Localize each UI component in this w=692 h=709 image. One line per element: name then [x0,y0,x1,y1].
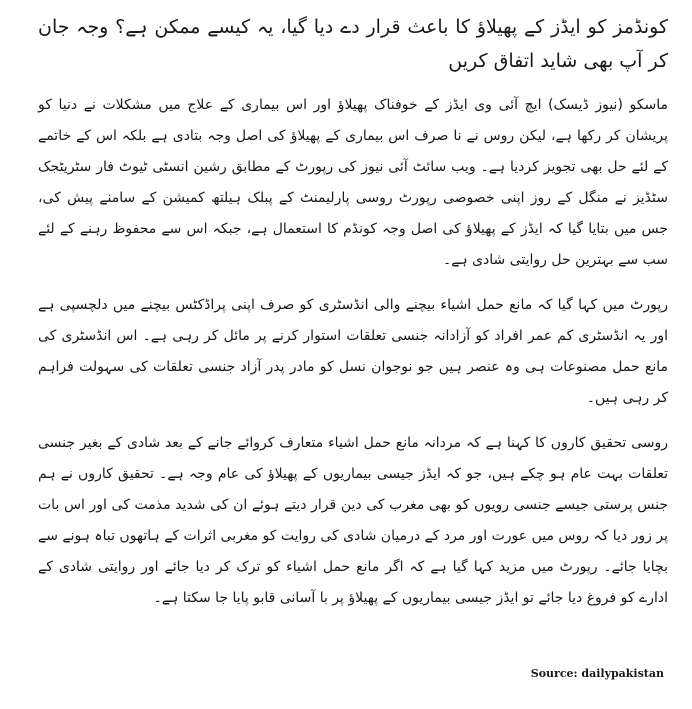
article-paragraph: روسی تحقیق کاروں کا کہنا ہے کہ مردانہ مانع حمل اشیاء متعارف کروائے جانے کے بعد شادی کے بغیر جنسی تعلقات بہت عام ہو چکے ہیں، جو کہ ایڈز جیسی بیماریوں کے پھیلاؤ کی عام وجہ ہے۔ تحقیق کاروں نے ہم جنس پرستی جیسے جنسی رویوں کو بھی مغرب کی دین قرار دیتے ہوئے ان کی شدید مذمت کی اور اس بات پر زور دیا کہ روس میں عورت اور مرد کے درمیان شادی کی روایت کو مغربی اثرات کے ہاتھوں تباہ ہونے سے بچایا جائے۔ رپورٹ میں مزید کہا گیا ہے کہ اگر مانع حمل اشیاء کو ترک کر دیا جائے اور روایتی شادی کے ادارے کو فروغ دیا جائے تو ایڈز جیسی بیماریوں کے پھیلاؤ پر با آسانی قابو پایا جا سکتا ہے۔ [38,435,668,606]
article-headline: کونڈمز کو ایڈز کے پھیلاؤ کا باعث قرار دے دیا گیا، یہ کیسے ممکن ہے؟ وجہ جان کر آپ بھی شاید اتفاق کریں [38,16,668,72]
article [38,10,668,628]
source-credit: Source: dailypakistan [530,667,664,680]
article-paragraph: رپورٹ میں کہا گیا کہ مانع حمل اشیاء بیچنے والی انڈسٹری کو صرف اپنی پراڈکٹس بیچنے میں دلچسپی ہے اور یہ انڈسٹری کم عمر افراد کو آزادانہ جنسی تعلقات استوار کرنے پر مائل کر رہی ہے۔ اس انڈسٹری کی مانع حمل مصنوعات ہی وہ عنصر ہیں جو نوجوان نسل کو مادر پدر آزاد جنسی تعلقات کی سہولت فراہم کر رہی ہیں۔ [38,297,668,406]
article-paragraph: ماسکو (نیوز ڈیسک) ایچ آئی وی ایڈز کے خوفناک پھیلاؤ اور اس بیماری کے علاج میں مشکلات نے دنیا کو پریشان کر رکھا ہے، لیکن روس نے نا صرف اس بیماری کے پھیلاؤ کی اصل وجہ بتادی ہے بلکہ اس کے خاتمے کے لئے حل بھی تجویز کردیا ہے۔ ویب سائٹ آئی نیوز کی رپورٹ کے مطابق رشین انسٹی ٹیوٹ فار سٹریٹجک سٹڈیز نے منگل کے روز اپنی خصوصی رپورٹ روسی پارلیمنٹ کے پبلک ہیلتھ کمیشن کے سامنے پیش کی، جس میں بتایا گیا کہ ایڈز کے پھیلاؤ کی اصل وجہ کونڈم کا استعمال ہے، جبکہ اس سے محفوظ رہنے کے لئے سب سے بہترین حل روایتی شادی ہے۔ [38,97,668,268]
